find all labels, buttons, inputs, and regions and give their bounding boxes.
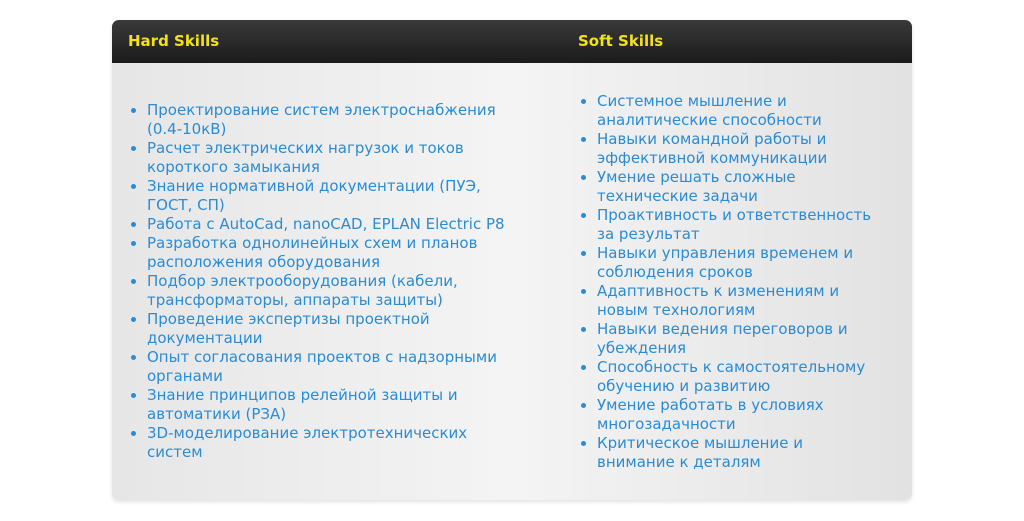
item-line: короткого замыкания xyxy=(147,158,320,176)
bullet-icon xyxy=(581,213,586,218)
list-item xyxy=(578,282,898,320)
item-line: Проведение экспертизы проектной xyxy=(147,310,430,328)
bullet-icon xyxy=(131,431,136,436)
list-item xyxy=(128,310,548,348)
bullet-icon xyxy=(581,327,586,332)
list-item xyxy=(578,130,898,168)
list-item xyxy=(128,177,548,215)
bullet-icon xyxy=(131,355,136,360)
skills-table-header xyxy=(112,20,912,63)
item-line: Опыт согласования проектов с надзорными xyxy=(147,348,497,366)
item-line: систем xyxy=(147,443,203,461)
bullet-icon xyxy=(131,222,136,227)
item-line: Системное мышление и xyxy=(597,92,787,110)
item-line: Проектирование систем электроснабжения xyxy=(147,101,496,119)
item-line: Умение работать в условиях xyxy=(597,396,824,414)
item-line: Подбор электрооборудования (кабели, xyxy=(147,272,458,290)
soft-skills-list xyxy=(578,92,898,472)
bullet-icon xyxy=(131,393,136,398)
list-item xyxy=(128,234,548,272)
item-line: Навыки управления временем и xyxy=(597,244,854,262)
item-line: трансформаторы, аппараты защиты) xyxy=(147,291,443,309)
item-line: Умение решать сложные xyxy=(597,168,796,186)
bullet-icon xyxy=(131,317,136,322)
bullet-icon xyxy=(581,441,586,446)
item-line: Способность к самостоятельному xyxy=(597,358,866,376)
item-line: Знание нормативной документации (ПУЭ, xyxy=(147,177,481,195)
list-item xyxy=(578,434,898,472)
item-line: ГОСТ, СП) xyxy=(147,196,225,214)
list-item xyxy=(128,386,548,424)
item-line: Навыки ведения переговоров и xyxy=(597,320,848,338)
bullet-icon xyxy=(581,289,586,294)
bullet-icon xyxy=(581,99,586,104)
item-line: внимание к деталям xyxy=(597,453,761,471)
list-item xyxy=(578,244,898,282)
list-item xyxy=(128,101,548,139)
item-line: аналитические способности xyxy=(597,111,822,129)
item-line: Проактивность и ответственность xyxy=(597,206,872,224)
bullet-icon xyxy=(581,365,586,370)
list-item xyxy=(128,139,548,177)
skills-table xyxy=(112,20,912,500)
bullet-icon xyxy=(131,241,136,246)
bullet-icon xyxy=(131,146,136,151)
item-line: 3D-моделирование электротехнических xyxy=(147,424,468,442)
item-line: соблюдения сроков xyxy=(597,263,753,281)
item-line: Разработка однолинейных схем и планов xyxy=(147,234,478,252)
item-line: обучению и развитию xyxy=(597,377,771,395)
list-item xyxy=(128,348,548,386)
item-line: автоматики (РЗА) xyxy=(147,405,287,423)
bullet-icon xyxy=(581,137,586,142)
bullet-icon xyxy=(581,175,586,180)
item-line: органами xyxy=(147,367,223,385)
item-line: технические задачи xyxy=(597,187,758,205)
list-item xyxy=(578,92,898,130)
hard-skills-list xyxy=(128,101,548,462)
list-item xyxy=(578,396,898,434)
list-item xyxy=(128,424,548,462)
list-item xyxy=(578,168,898,206)
list-item xyxy=(578,206,898,244)
item-line: за результат xyxy=(597,225,700,243)
item-line: Адаптивность к изменениям и xyxy=(597,282,840,300)
list-item xyxy=(578,320,898,358)
list-item xyxy=(128,215,548,234)
item-line: убеждения xyxy=(597,339,687,357)
bullet-icon xyxy=(581,251,586,256)
item-line: (0.4-10кВ) xyxy=(147,120,227,138)
item-line: Расчет электрических нагрузок и токов xyxy=(147,139,464,157)
bullet-icon xyxy=(131,108,136,113)
bullet-icon xyxy=(131,184,136,189)
item-line: новым технологиям xyxy=(597,301,756,319)
item-line: Критическое мышление и xyxy=(597,434,803,452)
item-line: расположения оборудования xyxy=(147,253,380,271)
bullet-icon xyxy=(131,279,136,284)
soft-skills-title: Soft Skills xyxy=(578,32,664,50)
item-line: Работа с AutoCad, nanoCAD, EPLAN Electric P8 xyxy=(147,215,505,233)
item-line: эффективной коммуникации xyxy=(597,149,828,167)
item-line: Знание принципов релейной защиты и xyxy=(147,386,458,404)
list-item xyxy=(128,272,548,310)
item-line: документации xyxy=(147,329,263,347)
item-line: многозадачности xyxy=(597,415,736,433)
bullet-icon xyxy=(581,403,586,408)
item-line: Навыки командной работы и xyxy=(597,130,827,148)
hard-skills-title: Hard Skills xyxy=(128,32,220,50)
list-item xyxy=(578,358,898,396)
